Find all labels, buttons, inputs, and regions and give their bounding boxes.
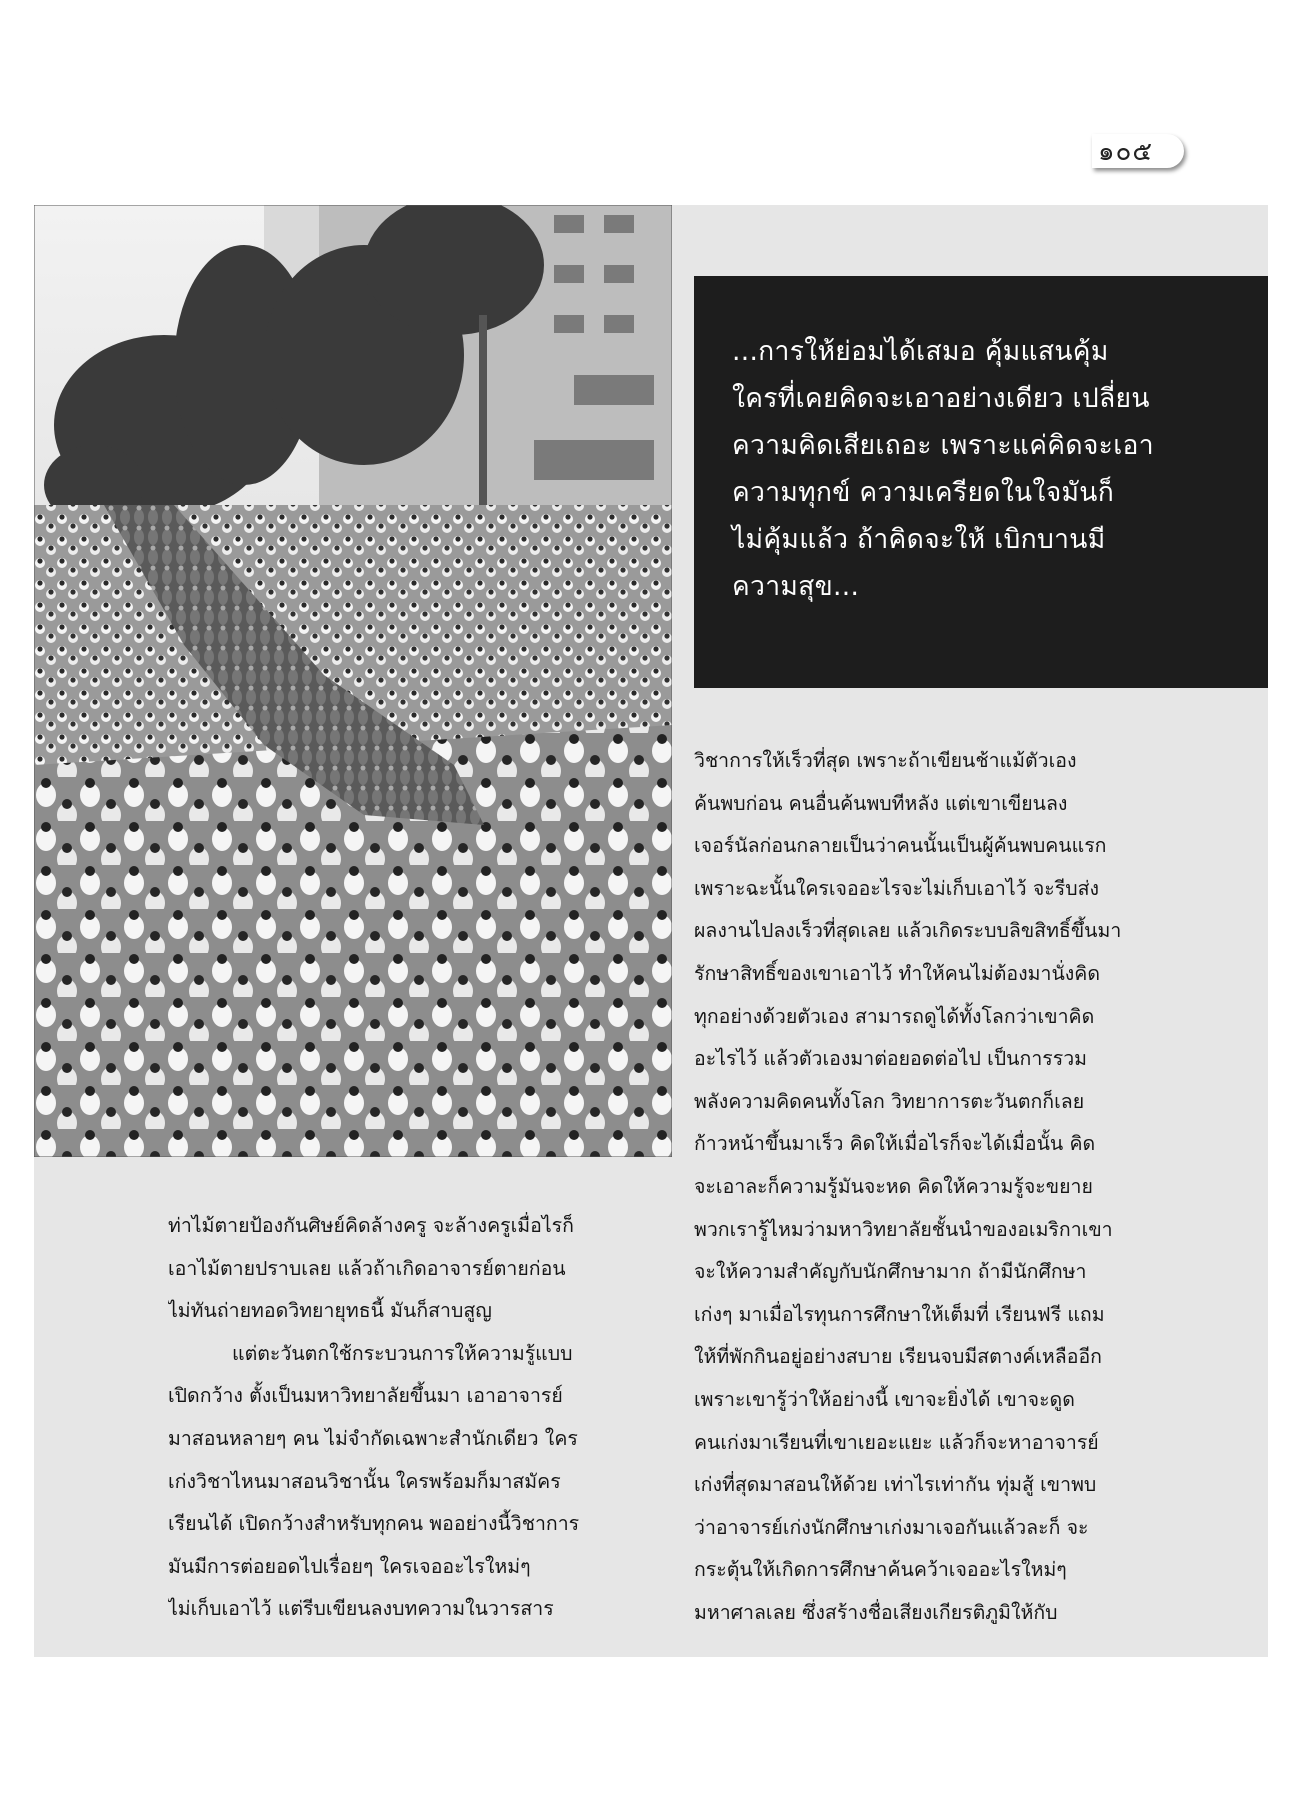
pull-quote-line: ความสุข... [732,571,860,602]
page-number: ๑๐๕ [1098,136,1154,167]
body-text-line: อะไรไว้ แล้วตัวเองมาต่อยอดต่อไป เป็นการรวม [694,1047,1088,1071]
body-text-line: จะให้ความสำคัญกับนักศึกษามาก ถ้ามีนักศึกษา [694,1260,1087,1284]
body-text-line: มันมีการต่อยอดไปเรื่อยๆ ใครเจออะไรใหม่ๆ [168,1554,531,1578]
body-text-line: เก่งวิชาไหนมาสอนวิชานั้น ใครพร้อมก็มาสมัคร [168,1469,561,1493]
body-text-line: เก่งๆ มาเมื่อไรทุนการศึกษาให้เต็มที่ เรียนฟรี แถม [694,1302,1105,1326]
body-text-line: ท่าไม้ตายป้องกันศิษย์คิดล้างครู จะล้างครูเมื่อไรก็ [168,1214,574,1237]
body-text-line: รักษาสิทธิ์ของเขาเอาไว้ ทำให้คนไม่ต้องมานั่งคิด [694,961,1101,985]
body-text-line: เรียนได้ เปิดกว้างสำหรับทุกคน พออย่างนี้วิชาการ [168,1512,580,1536]
pull-quote-line: ความคิดเสียเถอะ เพราะแค่คิดจะเอา [732,430,1154,461]
body-text-line: พลังความคิดคนทั้งโลก วิทยาการตะวันตกก็เลย [694,1089,1085,1113]
pull-quote-line: ความทุกข์ ความเครียดในใจมันก็ [732,477,1115,508]
pull-quote-line: ไม่คุ้มแล้ว ถ้าคิดจะให้ เบิกบานมี [732,524,1106,555]
left-text-column [168,1205,644,1631]
photo-monks-alms-crowd [34,205,672,1157]
pull-quote-box [694,276,1268,688]
body-text-line-indented: แต่ตะวันตกใช้กระบวนการให้ความรู้แบบ [232,1341,573,1365]
body-text-line: เอาไม้ตายปราบเลย แล้วถ้าเกิดอาจารย์ตายก่อน [168,1256,566,1280]
body-text-line: ว่าอาจารย์เก่งนักศึกษาเก่งมาเจอกันแล้วละก็ จะ [694,1515,1089,1539]
body-text-line: ก้าวหน้าขึ้นมาเร็ว คิดให้เมื่อไรก็จะได้เมื่อนั้น คิด [694,1132,1096,1156]
body-text-line: คนเก่งมาเรียนที่เขาเยอะแยะ แล้วก็จะหาอาจารย์ [694,1430,1099,1454]
body-text-line: จะเอาละก็ความรู้มันจะหด คิดให้ความรู้จะขยาย [694,1174,1093,1198]
body-text-line: มหาศาลเลย ซึ่งสร้างชื่อเสียงเกียรติภูมิให้กับ [694,1600,1058,1624]
body-text-line: ไม่เก็บเอาไว้ แต่รีบเขียนลงบทความในวารสาร [168,1597,554,1621]
body-text-line: เพราะเขารู้ว่าให้อย่างนี้ เขาจะยิ่งได้ เขาจะดูด [694,1387,1075,1411]
right-text-column [694,740,1170,1634]
body-text-line: ผลงานไปลงเร็วที่สุดเลย แล้วเกิดระบบลิขสิทธิ์ขึ้นมา [694,919,1122,943]
pull-quote-line: ใครที่เคยคิดจะเอาอย่างเดียว เปลี่ยน [732,383,1150,414]
body-text-line: วิชาการให้เร็วที่สุด เพราะถ้าเขียนช้าแม้ตัวเอง [694,749,1077,772]
body-text-line: ทุกอย่างด้วยตัวเอง สามารถดูได้ทั้งโลกว่าเขาคิด [694,1004,1095,1028]
body-text-line: เก่งที่สุดมาสอนให้ด้วย เท่าไรเท่ากัน ทุ่มสู้ เขาพบ [694,1473,1097,1497]
body-text-line: เพราะฉะนั้นใครเจออะไรจะไม่เก็บเอาไว้ จะรีบส่ง [694,876,1100,900]
body-text-line: เจอร์นัลก่อนกลายเป็นว่าคนนั้นเป็นผู้ค้นพบคนแรก [694,834,1107,858]
body-text-line: มาสอนหลายๆ คน ไม่จำกัดเฉพาะสำนักเดียว ใคร [168,1426,578,1450]
photo-illustration [34,205,672,1157]
body-text-line: กระตุ้นให้เกิดการศึกษาค้นคว้าเจออะไรใหม่ๆ [694,1558,1067,1582]
body-text-line: เปิดกว้าง ตั้งเป็นมหาวิทยาลัยขึ้นมา เอาอาจารย์ [168,1384,563,1408]
body-text-line: ให้ที่พักกินอยู่อย่างสบาย เรียนจบมีสตางค์เหลืออีก [694,1345,1102,1369]
body-text-line: ค้นพบก่อน คนอื่นค้นพบทีหลัง แต่เขาเขียนลง [694,791,1068,815]
pull-quote-line: ...การให้ย่อมได้เสมอ คุ้มแสนคุ้ม [732,336,1109,367]
body-text-line: พวกเรารู้ไหมว่ามหาวิทยาลัยชั้นนำของอเมริกาเขา [694,1217,1113,1241]
body-text-line: ไม่ทันถ่ายทอดวิทยายุทธนี้ มันก็สาบสูญ [168,1299,492,1323]
page-number-tab [1092,134,1184,168]
